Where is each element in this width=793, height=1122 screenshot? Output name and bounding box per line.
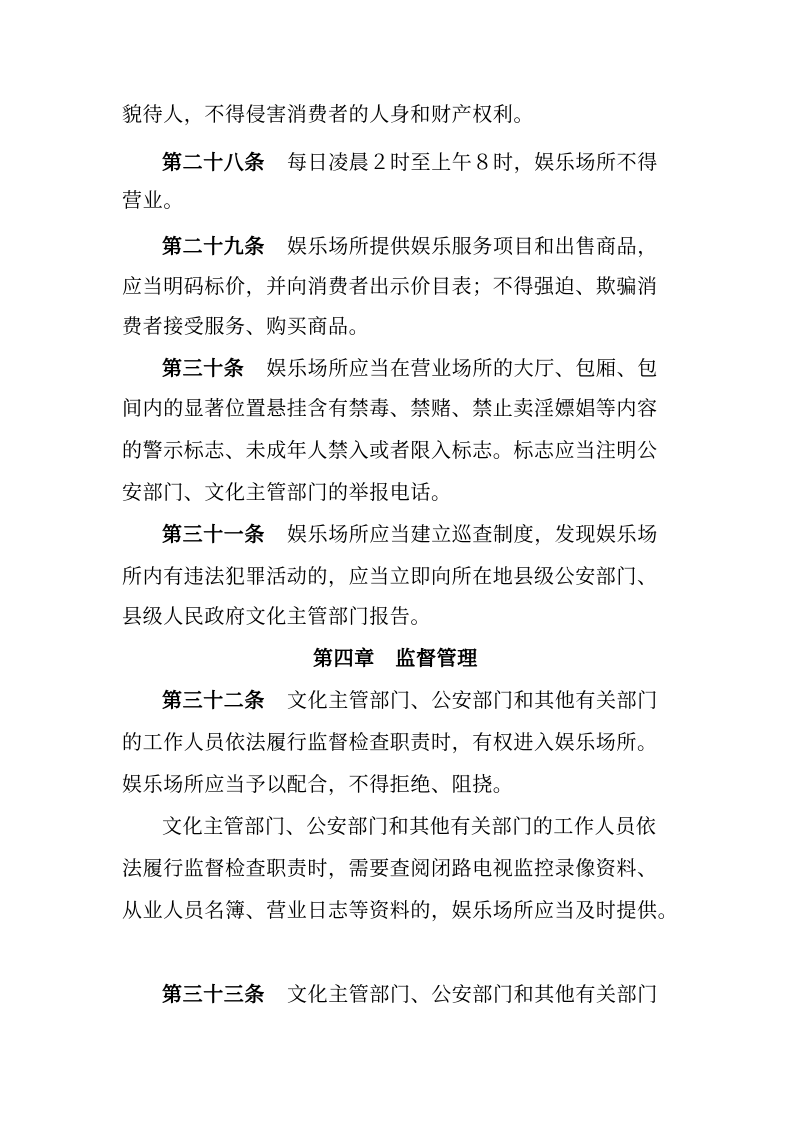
text-line: 每日凌晨２时至上午８时，娱乐场所不得 [287,150,658,174]
text-line: 娱乐场所提供娱乐服务项目和出售商品， [287,234,658,258]
text-line: 营业。 [122,188,184,212]
text-line: 的警示标志、未成年人禁入或者限入标志。标志应当注明公 [122,438,658,462]
text-line: 的工作人员依法履行监督检查职责时，有权进入娱乐场所。 [122,730,658,754]
text-line: 从业人员名簿、营业日志等资料的，娱乐场所应当及时提供。 [122,898,679,922]
article-33-line-1 [162,984,658,1004]
text-line: 文化主管部门、公安部门和其他有关部门 [287,688,658,712]
chapter-heading: 第四章 监督管理 [313,646,478,670]
text-line: 娱乐场所应当建立巡查制度，发现娱乐场 [287,522,658,546]
text-line: 文化主管部门、公安部门和其他有关部门的工作人员依 [162,814,657,838]
text-line: 安部门、文化主管部门的举报电话。 [122,480,452,504]
article-29-line-1 [162,236,658,256]
article-28-line-1 [162,152,658,172]
text-line: 貌待人，不得侵害消费者的人身和财产权利。 [122,102,534,126]
article-number: 第二十九条 [162,234,265,258]
article-31-line-1 [162,524,658,544]
text-line: 间内的显著位置悬挂含有禁毒、禁赌、禁止卖淫嫖娼等内容 [122,396,658,420]
text-line: 县级人民政府文化主管部门报告。 [122,604,431,628]
article-number: 第三十一条 [162,522,265,546]
text-line: 娱乐场所应当予以配合，不得拒绝、阻挠。 [122,772,514,796]
text-line: 法履行监督检查职责时，需要查阅闭路电视监控录像资料、 [122,856,658,880]
article-number: 第三十条 [162,356,245,380]
text-line: 应当明码标价，并向消费者出示价目表；不得强迫、欺骗消 [122,274,658,298]
article-32-line-1 [162,690,658,710]
article-number: 第二十八条 [162,150,265,174]
article-number: 第三十二条 [162,688,265,712]
article-30-line-1 [162,358,658,378]
text-line: 费者接受服务、购买商品。 [122,314,370,338]
text-line: 娱乐场所应当在营业场所的大厅、包厢、包 [266,356,658,380]
article-number: 第三十三条 [162,982,265,1006]
text-line: 文化主管部门、公安部门和其他有关部门 [287,982,658,1006]
text-line: 所内有违法犯罪活动的，应当立即向所在地县级公安部门、 [122,564,658,588]
